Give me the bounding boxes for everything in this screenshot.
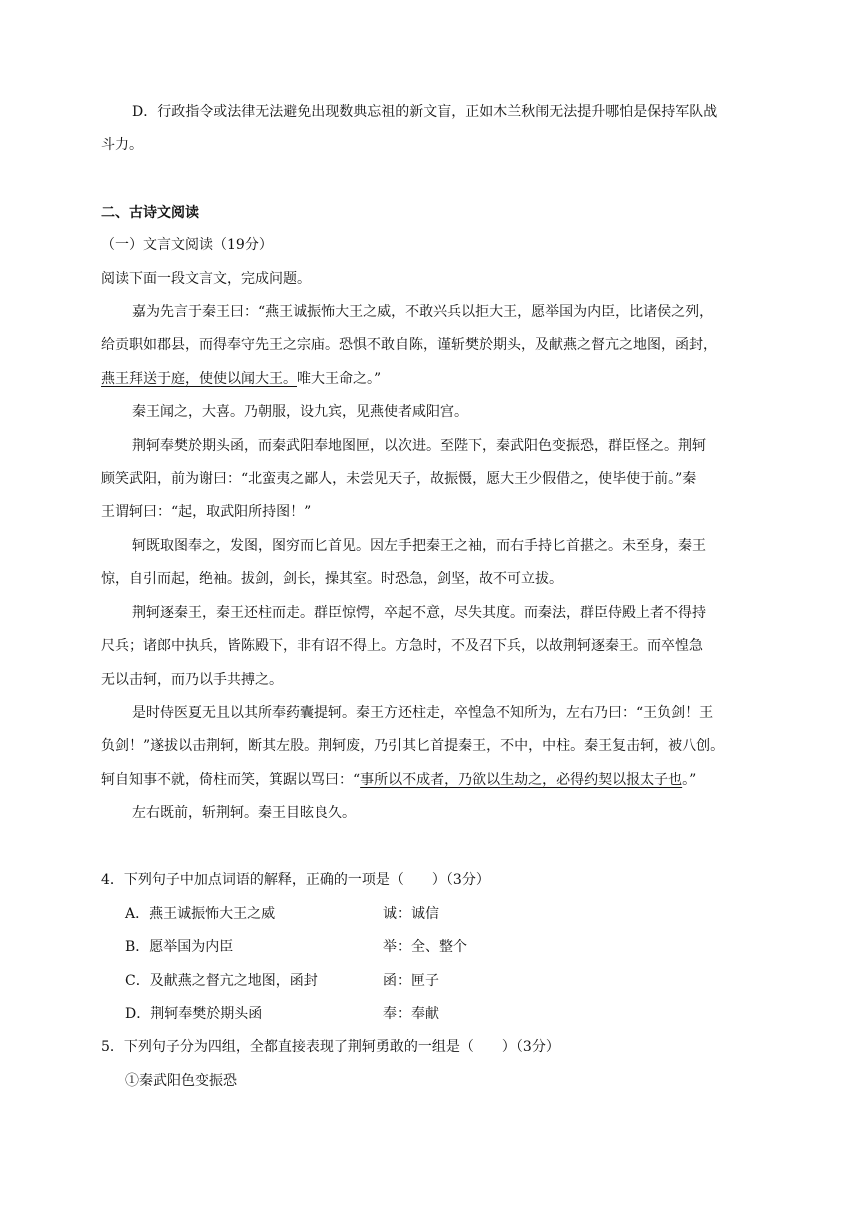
option-c-sentence: C．及献燕之督亢之地图，函封 (125, 973, 318, 989)
option-c-gloss: 函：匣子 (383, 973, 439, 989)
option-a-sentence: A．燕王诚振怖大王之威 (125, 906, 276, 922)
question5-stem: 5．下列句子分为四组，全都直接表现了荆轲勇敢的一组是（ ）（3分） (101, 1039, 560, 1055)
underlined-sentence-1: 燕王拜送于庭，使使以闻大王。 (101, 371, 297, 387)
passage-p4-line1: 轲既取图奉之，发图，图穷而匕首见。因左手把秦王之袖，而右手持匕首揕之。未至身，秦王 (132, 538, 706, 554)
passage-p7: 左右既前，斩荆轲。秦王目眩良久。 (132, 805, 356, 821)
passage-p5-line3: 无以击轲，而乃以手共搏之。 (101, 672, 283, 688)
option-b-gloss: 举：全、整个 (383, 939, 467, 955)
passage-p1-line2: 给贡职如郡县，而得奉守先王之宗庙。恐惧不敢自陈，谨斩樊於期头，及献燕之督亢之地图，函封， (101, 337, 717, 353)
option-a-gloss: 诚：诚信 (383, 906, 439, 922)
passage-p6-line3 (101, 770, 696, 790)
option-b-sentence: B．愿举国为内臣 (125, 939, 234, 955)
passage-p6-line3-post: 。” (682, 772, 697, 788)
passage-p5-line2: 尺兵；诸郎中执兵，皆陈殿下，非有诏不得上。方急时，不及召下兵，以故荆轲逐秦王。而卒惶急 (101, 638, 703, 654)
sub-heading: （一）文言文阅读（19分） (101, 237, 273, 253)
passage-p5-line1: 荆轲逐秦王，秦王还柱而走。群臣惊愕，卒起不意，尽失其度。而秦法，群臣侍殿上者不得持 (132, 605, 706, 621)
passage-p3-line1: 荆轲奉樊於期头函，而秦武阳奉地图匣，以次进。至陛下，秦武阳色变振恐，群臣怪之。荆轲 (132, 438, 706, 454)
passage-p3-line3: 王谓轲曰：“起，取武阳所持图！” (101, 504, 312, 520)
section-heading: 二、古诗文阅读 (101, 205, 199, 221)
passage-p6-line2: 负剑！”遂拔以击荆轲，断其左股。荆轲废，乃引其匕首提秦王，不中，中柱。秦王复击轲，被八创。 (101, 738, 725, 754)
passage-p2: 秦王闻之，大喜。乃朝服，设九宾，见燕使者咸阳宫。 (132, 404, 468, 420)
question5-item1: ①秦武阳色变振恐 (125, 1073, 237, 1089)
underlined-sentence-2: 事所以不成者，乃欲以生劫之，必得约契以报太子也 (360, 772, 683, 788)
passage-p6-line3-pre: 轲自知事不就，倚柱而笑，箕踞以骂曰：“ (101, 772, 361, 788)
passage-p1-line3 (101, 369, 381, 389)
passage-p1-line3-rest: 唯大王命之。” (297, 371, 382, 387)
passage-p6-line1: 是时侍医夏无且以其所奉药囊提轲。秦王方还柱走，卒惶急不知所为，左右乃曰：“王负剑！王 (132, 705, 714, 721)
passage-p3-line2: 顾笑武阳，前为谢曰：“北蛮夷之鄙人，未尝见天子，故振慑，愿大王少假借之，使毕使于前。”秦 (101, 471, 697, 487)
option-d-line1: D．行政指令或法律无法避免出现数典忘祖的新文盲，正如木兰秋闱无法提升哪怕是保持军队战 (132, 104, 718, 120)
instruction: 阅读下面一段文言文，完成问题。 (101, 271, 311, 287)
passage-p4-line2: 惊，自引而起，绝袖。拔剑，剑长，操其室。时恐急，剑坚，故不可立拔。 (101, 571, 563, 587)
passage-p1-line1: 嘉为先言于秦王曰：“燕王诚振怖大王之威，不敢兴兵以拒大王，愿举国为内臣，比诸侯之列， (132, 304, 714, 320)
option-d-line2: 斗力。 (101, 137, 143, 153)
option-d-sentence: D．荆轲奉樊於期头函 (125, 1006, 263, 1022)
question4-stem: 4．下列句子中加点词语的解释，正确的一项是（ ）（3分） (101, 872, 490, 888)
option-d-gloss: 奉：奉献 (383, 1006, 439, 1022)
